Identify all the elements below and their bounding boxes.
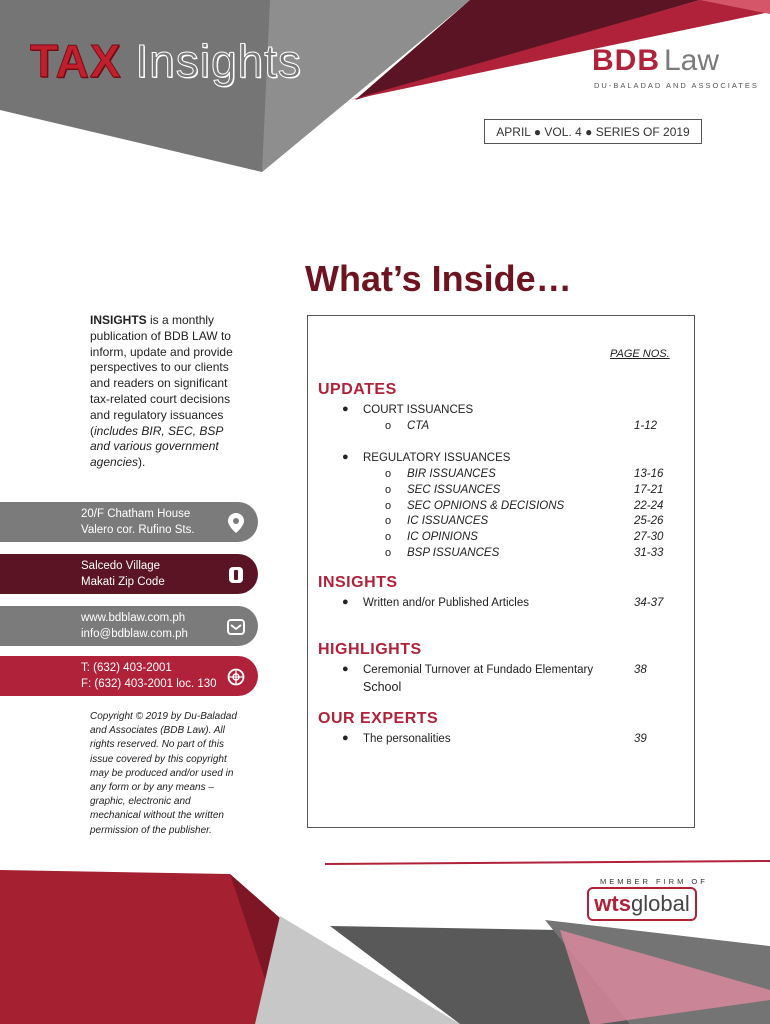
- intro-text: is a monthly publication of BDB LAW to inform, update and provide perspectives to our clients and readers on significant tax-related court decisions and regulatory issuances (: [90, 313, 233, 438]
- toc-item-personalities: ● The personalities: [342, 732, 451, 745]
- toc-page: 25-26: [634, 515, 664, 527]
- toc-page: 13-16: [634, 468, 664, 480]
- toc-item-turnover-cont: School: [363, 680, 402, 694]
- contact-line: www.bdblaw.com.ph: [81, 612, 186, 624]
- toc-subitem: o BIR ISSUANCES: [385, 468, 496, 480]
- section-heading-experts: OUR EXPERTS: [318, 710, 439, 727]
- toc-page: 27-30: [634, 531, 664, 543]
- toc-item-label: SEC OPNIONS & DECISIONS: [407, 500, 565, 512]
- phone-icon: [226, 565, 246, 585]
- intro-paragraph: [90, 313, 240, 471]
- toc-page: 39: [634, 733, 647, 745]
- contact-line: F: (632) 403-2001 loc. 130: [81, 678, 217, 690]
- toc-title: What’s Inside…: [305, 258, 572, 299]
- section-heading-updates: UPDATES: [318, 381, 397, 398]
- intro-end: ).: [138, 455, 146, 470]
- toc-item-label: Written and/or Published Articles: [363, 597, 529, 609]
- toc-item-label: Ceremonial Turnover at Fundado Elementary: [363, 664, 594, 676]
- toc-subitem: o BSP ISSUANCES: [385, 547, 500, 559]
- contact-web: [0, 606, 258, 646]
- toc-page: 22-24: [634, 500, 664, 512]
- contact-line: Valero cor. Rufino Sts.: [81, 524, 195, 536]
- logo-bdb: BDB: [592, 44, 660, 77]
- contact-line: Makati Zip Code: [81, 576, 165, 588]
- toc-item-label: The personalities: [363, 733, 451, 745]
- mail-icon: [226, 617, 246, 637]
- contact-line: 20/F Chatham House: [81, 508, 191, 520]
- fax-icon: [226, 667, 246, 687]
- wts-text: wts: [594, 891, 631, 916]
- contact-line: info@bdblaw.com.ph: [81, 628, 188, 640]
- toc-page: 1-12: [634, 420, 658, 432]
- toc-item-articles: ● Written and/or Published Articles: [342, 596, 529, 609]
- toc-subitem-cta: o CTA: [385, 420, 430, 432]
- logo-law: Law: [664, 44, 720, 77]
- contact-line: T: (632) 403-2001: [81, 662, 172, 674]
- bottom-accent-line: [325, 861, 770, 864]
- contact-phone: [0, 656, 258, 696]
- toc-item-label: IC OPINIONS: [407, 531, 478, 543]
- toc-page: 34-37: [634, 597, 664, 609]
- section-heading-highlights: HIGHLIGHTS: [318, 641, 422, 658]
- toc-item-turnover: ● Ceremonial Turnover at Fundado Elementary: [342, 663, 594, 676]
- contact-line: Salcedo Village: [81, 560, 161, 572]
- toc-item-label: COURT ISSUANCES: [363, 404, 474, 416]
- issue-info: APRIL ● VOL. 4 ● SERIES OF 2019: [484, 119, 702, 144]
- title-insights: Insights: [135, 35, 302, 87]
- member-firm-label: MEMBER FIRM OF: [600, 877, 708, 886]
- logo-subtitle: DU-BALADAD AND ASSOCIATES: [594, 81, 759, 90]
- toc-item-label: SEC ISSUANCES: [407, 484, 501, 496]
- toc-page: 17-21: [634, 484, 664, 496]
- toc-item-label: BIR ISSUANCES: [407, 468, 496, 480]
- intro-italic: includes BIR, SEC, BSP and various government agencies: [90, 423, 223, 470]
- location-pin-icon: [226, 513, 246, 533]
- wts-global-logo: [587, 887, 697, 921]
- section-heading-insights: INSIGHTS: [318, 574, 398, 591]
- toc-item-label: BSP ISSUANCES: [407, 547, 500, 559]
- title-tax: TAX: [30, 35, 122, 87]
- copyright-notice: Copyright © 2019 by Du-Baladad and Associates (BDB Law). All rights reserved. No part of this issue covered by this copyright may be produced and/or used in any form or by any means – graphic, electronic and mechanical without the written permission of the publisher.: [90, 711, 237, 836]
- toc-subitem: o IC ISSUANCES: [385, 515, 489, 527]
- contact-address: [0, 502, 258, 542]
- toc-subitem: o SEC ISSUANCES: [385, 484, 501, 496]
- global-text: global: [630, 891, 690, 916]
- toc-subitem: o IC OPINIONS: [385, 531, 478, 543]
- contact-city: [0, 554, 258, 594]
- toc-item-label: REGULATORY ISSUANCES: [363, 452, 511, 464]
- page-nos-header: PAGE NOS.: [610, 348, 670, 360]
- toc-subitem: o SEC OPNIONS & DECISIONS: [385, 500, 565, 512]
- toc-item-regulatory-issuances: ● REGULATORY ISSUANCES: [342, 451, 511, 464]
- intro-bold: INSIGHTS: [90, 313, 147, 327]
- bdb-law-logo: [592, 44, 759, 90]
- magazine-title: [30, 34, 302, 88]
- toc-item-label: CTA: [407, 420, 430, 432]
- toc-page: 31-33: [634, 547, 664, 559]
- toc-page: 38: [634, 664, 647, 676]
- toc-item-court-issuances: ● COURT ISSUANCES: [342, 403, 474, 416]
- toc-item-label: IC ISSUANCES: [407, 515, 489, 527]
